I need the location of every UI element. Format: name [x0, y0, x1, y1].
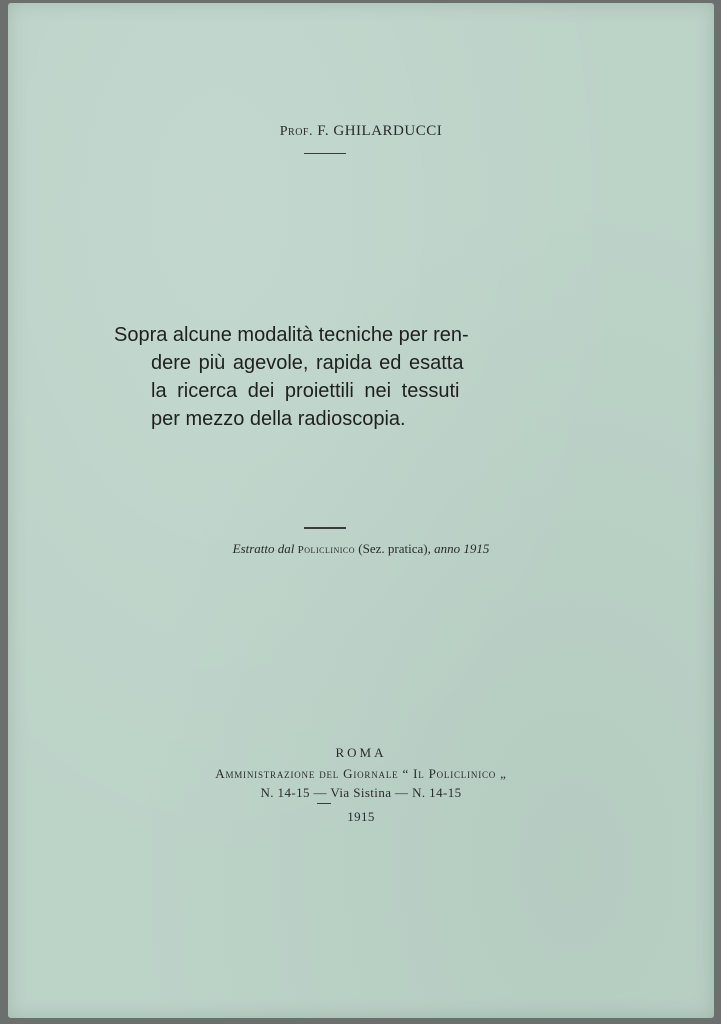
publisher-address: N. 14-15 — Via Sistina — N. 14-15	[260, 785, 462, 800]
title-line: dere più agevole, rapida ed esatta	[151, 352, 464, 374]
extract-year: anno 1915	[434, 541, 490, 556]
document-title	[114, 321, 574, 433]
extract-divider	[304, 527, 346, 529]
publisher-administration: Amministrazione del Giornale “ Il Policlinico „	[215, 766, 507, 781]
publisher-divider	[317, 803, 331, 804]
extract-lead: Estratto dal	[232, 541, 295, 556]
journal-section: (Sez. pratica),	[358, 541, 431, 556]
author-line	[8, 123, 714, 140]
author-name: F. GHILARDUCCI	[317, 123, 443, 139]
journal-name: Policlinico	[297, 544, 356, 556]
title-line: per mezzo della radioscopia.	[151, 408, 406, 430]
title-line: la ricerca dei proiettili nei tessuti	[151, 380, 460, 402]
publisher-city: ROMA	[335, 745, 387, 760]
pamphlet-cover	[8, 3, 714, 1018]
title-line: Sopra alcune modalità tecniche per ren-	[114, 324, 469, 346]
author-divider	[304, 153, 346, 154]
author-prefix: Prof.	[279, 124, 313, 139]
publication-year: 1915	[347, 809, 375, 824]
extract-line	[8, 541, 714, 557]
